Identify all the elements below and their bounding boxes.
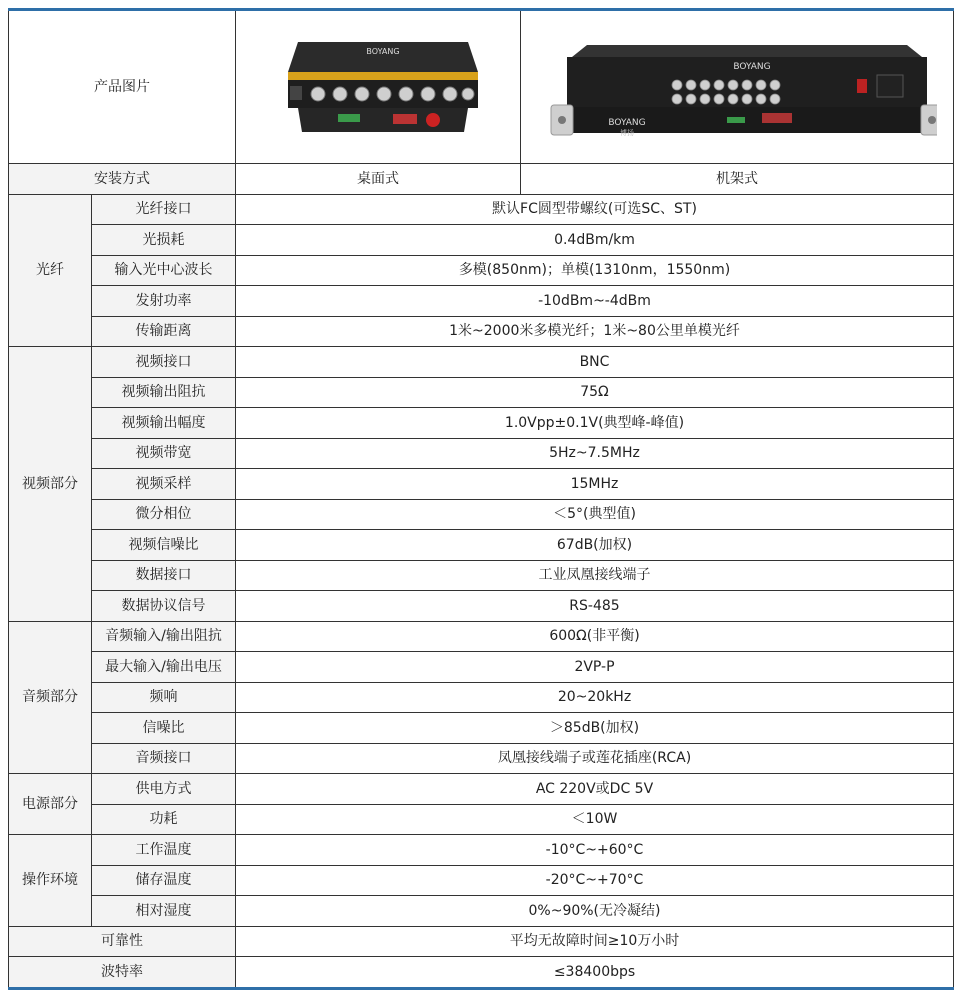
spec-value: 多模(850nm)；单模(1310nm，1550nm) bbox=[236, 255, 954, 286]
spec-row bbox=[9, 652, 954, 683]
spec-row bbox=[9, 530, 954, 561]
spec-label: 相对湿度 bbox=[92, 896, 236, 927]
spec-row bbox=[9, 408, 954, 439]
spec-value: 工业凤凰接线端子 bbox=[236, 560, 954, 591]
spec-label: 音频输入/输出阻抗 bbox=[92, 621, 236, 652]
spec-value: 75Ω bbox=[236, 377, 954, 408]
spec-value: -10°C~+60°C bbox=[236, 835, 954, 866]
spec-label: 储存温度 bbox=[92, 865, 236, 896]
spec-value: -20°C~+70°C bbox=[236, 865, 954, 896]
spec-label: 供电方式 bbox=[92, 774, 236, 805]
spec-value: 0.4dBm/km bbox=[236, 225, 954, 256]
spec-row bbox=[9, 469, 954, 500]
spec-label: 音频接口 bbox=[92, 743, 236, 774]
spec-row bbox=[9, 835, 954, 866]
footer-label: 可靠性 bbox=[9, 926, 236, 957]
spec-row bbox=[9, 316, 954, 347]
spec-value: 凤凰接线端子或莲花插座(RCA) bbox=[236, 743, 954, 774]
spec-row bbox=[9, 865, 954, 896]
spec-label: 微分相位 bbox=[92, 499, 236, 530]
spec-value: 600Ω(非平衡) bbox=[236, 621, 954, 652]
spec-row bbox=[9, 286, 954, 317]
rack-brand-logo-front: BOYANG bbox=[608, 118, 646, 128]
spec-row bbox=[9, 560, 954, 591]
spec-label: 输入光中心波长 bbox=[92, 255, 236, 286]
spec-row bbox=[9, 347, 954, 378]
spec-label: 传输距离 bbox=[92, 316, 236, 347]
section-name: 音频部分 bbox=[9, 621, 92, 774]
spec-value: 1.0Vpp±0.1V(典型峰-峰值) bbox=[236, 408, 954, 439]
spec-label: 视频带宽 bbox=[92, 438, 236, 469]
spec-label: 光损耗 bbox=[92, 225, 236, 256]
spec-value: 1米~2000米多模光纤；1米~80公里单模光纤 bbox=[236, 316, 954, 347]
install-rack: 机架式 bbox=[521, 164, 954, 195]
install-desktop: 桌面式 bbox=[236, 164, 521, 195]
spec-row bbox=[9, 499, 954, 530]
spec-row bbox=[9, 194, 954, 225]
section-name: 操作环境 bbox=[9, 835, 92, 927]
spec-label: 视频输出幅度 bbox=[92, 408, 236, 439]
section-name: 光纤 bbox=[9, 194, 92, 347]
rack-device-icon bbox=[537, 27, 937, 147]
rack-brand-logo: BOYANG bbox=[733, 62, 771, 72]
spec-label: 视频信噪比 bbox=[92, 530, 236, 561]
spec-row bbox=[9, 225, 954, 256]
spec-row bbox=[9, 682, 954, 713]
spec-label: 频响 bbox=[92, 682, 236, 713]
footer-value: 平均无故障时间≥10万小时 bbox=[236, 926, 954, 957]
product-image-label: 产品图片 bbox=[9, 10, 236, 164]
spec-value: ＜5°(典型值) bbox=[236, 499, 954, 530]
spec-value: 15MHz bbox=[236, 469, 954, 500]
spec-label: 发射功率 bbox=[92, 286, 236, 317]
spec-value: ＜10W bbox=[236, 804, 954, 835]
spec-value: BNC bbox=[236, 347, 954, 378]
spec-value: 5Hz~7.5MHz bbox=[236, 438, 954, 469]
spec-value: 0%~90%(无冷凝结) bbox=[236, 896, 954, 927]
spec-row bbox=[9, 377, 954, 408]
install-label: 安装方式 bbox=[9, 164, 236, 195]
spec-label: 数据接口 bbox=[92, 560, 236, 591]
spec-value: 2VP-P bbox=[236, 652, 954, 683]
spec-value: 20~20kHz bbox=[236, 682, 954, 713]
desktop-device-icon bbox=[268, 32, 488, 142]
install-row bbox=[9, 164, 954, 195]
spec-value: 67dB(加权) bbox=[236, 530, 954, 561]
rack-brand-cn: 博扬 bbox=[620, 129, 634, 137]
spec-value: 默认FC圆型带螺纹(可选SC、ST) bbox=[236, 194, 954, 225]
spec-value: RS-485 bbox=[236, 591, 954, 622]
spec-row bbox=[9, 621, 954, 652]
spec-label: 工作温度 bbox=[92, 835, 236, 866]
spec-row bbox=[9, 591, 954, 622]
desktop-brand-logo: BOYANG bbox=[366, 47, 400, 56]
spec-row bbox=[9, 255, 954, 286]
section-name: 电源部分 bbox=[9, 774, 92, 835]
spec-row bbox=[9, 438, 954, 469]
spec-row bbox=[9, 804, 954, 835]
product-image-row bbox=[9, 10, 954, 164]
desktop-device-image bbox=[236, 10, 521, 164]
spec-label: 视频输出阻抗 bbox=[92, 377, 236, 408]
spec-table bbox=[8, 8, 954, 990]
spec-label: 最大输入/输出电压 bbox=[92, 652, 236, 683]
spec-row bbox=[9, 896, 954, 927]
spec-label: 功耗 bbox=[92, 804, 236, 835]
spec-label: 信噪比 bbox=[92, 713, 236, 744]
rack-device-image bbox=[521, 10, 954, 164]
spec-value: AC 220V或DC 5V bbox=[236, 774, 954, 805]
spec-row bbox=[9, 743, 954, 774]
footer-row bbox=[9, 926, 954, 957]
footer-value: ≤38400bps bbox=[236, 957, 954, 989]
spec-row bbox=[9, 774, 954, 805]
spec-row bbox=[9, 713, 954, 744]
spec-label: 视频采样 bbox=[92, 469, 236, 500]
spec-value: ＞85dB(加权) bbox=[236, 713, 954, 744]
footer-row bbox=[9, 957, 954, 989]
spec-label: 光纤接口 bbox=[92, 194, 236, 225]
spec-label: 视频接口 bbox=[92, 347, 236, 378]
spec-label: 数据协议信号 bbox=[92, 591, 236, 622]
spec-value: -10dBm~-4dBm bbox=[236, 286, 954, 317]
footer-label: 波特率 bbox=[9, 957, 236, 989]
section-name: 视频部分 bbox=[9, 347, 92, 622]
